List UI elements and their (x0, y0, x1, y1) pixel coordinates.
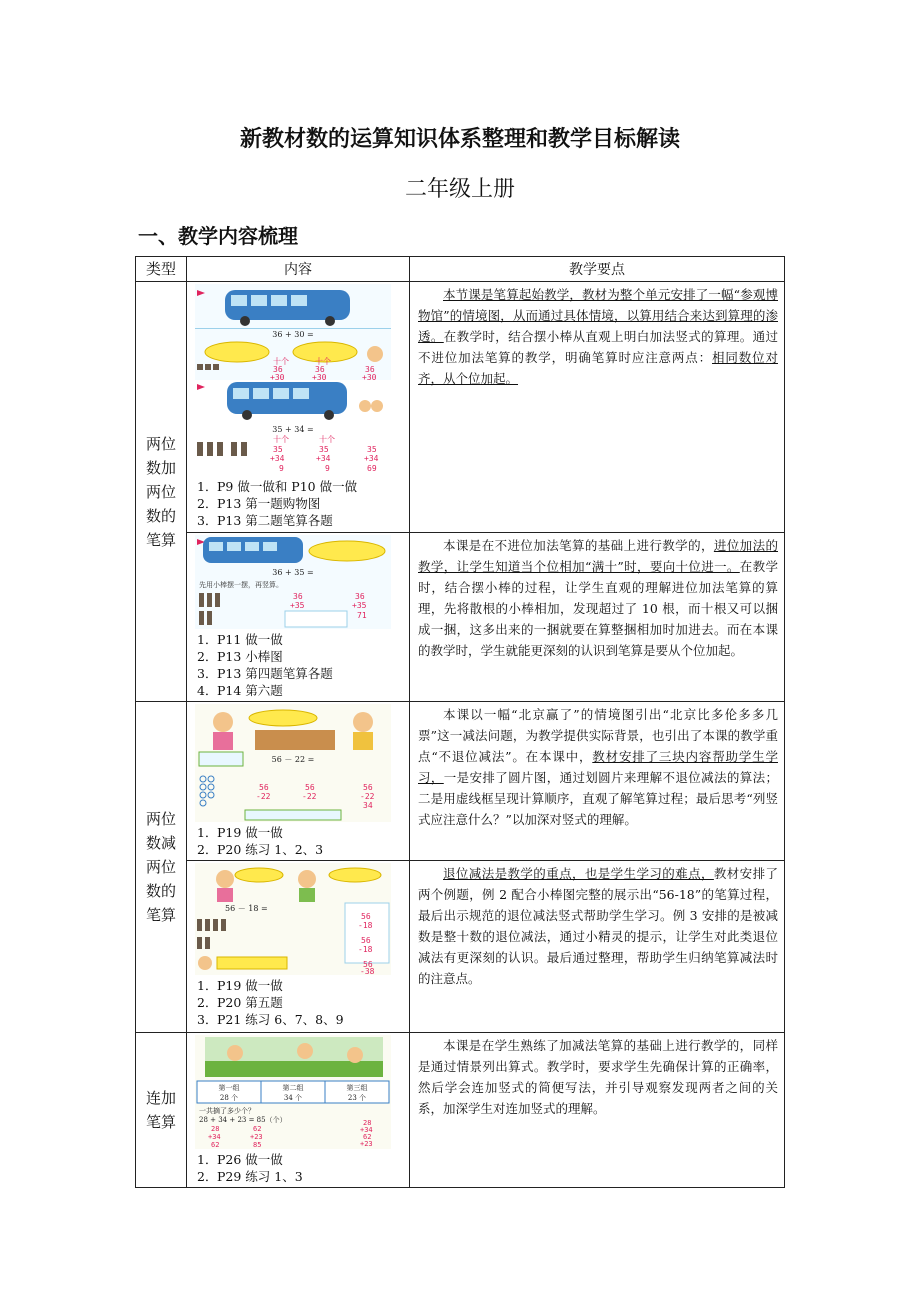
list-item: 2．P20 练习 1、2、3 (197, 842, 324, 857)
content-cell (187, 861, 410, 1033)
svg-text:-22: -22 (360, 792, 375, 801)
svg-text:+34: +34 (208, 1133, 221, 1141)
textbook-illustration-bus-addition (195, 284, 391, 476)
list-item: 3．P13 第二题笔算各题 (197, 513, 333, 528)
header-type: 类型 (136, 257, 187, 282)
svg-text:9: 9 (325, 464, 330, 473)
svg-text:36: 36 (273, 365, 283, 374)
svg-text:56: 56 (361, 912, 371, 921)
table-row (136, 282, 785, 533)
points-text: 本课以一幅“北京赢了”的情境图引出“北京比多伦多多几票”这一减法问题，为教学提供实际背景，也引出了本课的教学重点“不退位减法”。在本课中， (418, 707, 778, 764)
item-list (197, 1151, 409, 1185)
list-item: 2．P29 练习 1、3 (197, 1169, 303, 1184)
teaching-points-cell (410, 282, 785, 533)
svg-text:-22: -22 (256, 792, 271, 801)
category-label: 两位数减两位数的笔算 (145, 810, 176, 924)
list-item: 3．P13 第四题笔算各题 (197, 666, 333, 681)
svg-text:85: 85 (253, 1141, 262, 1149)
svg-text:69: 69 (367, 464, 377, 473)
svg-text:56: 56 (361, 936, 371, 945)
svg-text:62: 62 (363, 1133, 372, 1141)
textbook-illustration-subtraction-vote (195, 704, 391, 822)
content-table (135, 256, 785, 1188)
group-value: 28 个 (219, 1094, 239, 1102)
list-item: 1．P19 做一做 (197, 825, 283, 840)
item-list (197, 824, 409, 858)
category-cell (136, 702, 187, 1033)
points-text: 一是安排了圆片图，通过划圆片来理解不退位减法的算法；二是用虚线框呈现计算顺序，直观了解笔算过程；最后思考“列竖式应注意什么？”以加深对竖式的理解。 (418, 770, 778, 827)
svg-text:+34: +34 (364, 454, 379, 463)
svg-text:56: 56 (363, 783, 373, 792)
page-subtitle: 二年级上册 (404, 177, 515, 202)
category-cell (136, 1033, 187, 1188)
item-list (197, 478, 409, 529)
svg-text:-22: -22 (302, 792, 317, 801)
teaching-points-cell (410, 1033, 785, 1188)
section-heading: 一、教学内容梳理 (138, 224, 298, 248)
table-row (136, 702, 785, 861)
list-item: 1．P26 做一做 (197, 1152, 283, 1167)
svg-text:-18: -18 (358, 945, 373, 954)
svg-text:+34: +34 (360, 1126, 373, 1134)
svg-text:62: 62 (253, 1125, 262, 1133)
points-text: 本课是在学生熟练了加减法笔算的基础上进行教学的，同样是通过情景列出算式。教学时，要求学生先确保计算的正确率，然后学会连加竖式的简便写法，并引导观察发现两者之间的关系，加深学生对连加竖式的理解。 (418, 1038, 778, 1116)
svg-text:71: 71 (357, 611, 367, 620)
svg-text:36: 36 (355, 592, 365, 601)
category-label: 两位数加两位数的笔算 (145, 434, 176, 549)
table-row (136, 861, 785, 1033)
textbook-illustration-carry-addition (195, 535, 391, 629)
teaching-points-cell (410, 533, 785, 702)
content-cell (187, 282, 410, 533)
calc-label: 56 － 22 = (271, 755, 315, 764)
list-item: 1．P11 做一做 (197, 632, 283, 647)
svg-text:36: 36 (293, 592, 303, 601)
points-text: 教材安排了两个例题，例 2 配合小棒图完整的展示出“56-18”的笔算过程，最后出示规范的退位减法竖式帮助学生学习。例 3 安排的是被减数是整十数的退位减法，通过小精灵的提示，让学生对此类退位减法有更深刻的认识。最后通过整理，帮助学生归纳笔算减法时的注意点。 (418, 866, 778, 986)
calc-label: 36 + 35 = (272, 568, 314, 577)
svg-text:35: 35 (367, 445, 377, 454)
item-list (197, 631, 409, 699)
points-text: 本节课是笔算起始教学，教材为整个单元安排了一幅“参观博物馆”的情境图，从而通过具体情境，以算用结合来达到算理的渗透。 (418, 287, 778, 344)
svg-text:36: 36 (315, 365, 325, 374)
svg-text:十个: 十个 (315, 357, 331, 366)
group-value: 23 个 (347, 1094, 367, 1102)
svg-text:56: 56 (259, 783, 269, 792)
group-value: 34 个 (283, 1094, 303, 1102)
list-item: 2．P13 小棒图 (197, 649, 283, 664)
svg-text:十个: 十个 (319, 435, 335, 444)
table-row (136, 533, 785, 702)
header-points: 教学要点 (410, 257, 785, 282)
svg-text:+30: +30 (270, 373, 285, 382)
svg-text:+30: +30 (362, 373, 377, 382)
teaching-points-cell (410, 702, 785, 861)
list-item: 1．P19 做一做 (197, 978, 283, 993)
list-item: 3．P21 练习 6、7、8、9 (197, 1012, 344, 1027)
list-item: 2．P20 第五题 (197, 995, 283, 1010)
svg-text:+30: +30 (312, 373, 327, 382)
textbook-illustration-consecutive-addition (195, 1035, 391, 1149)
list-item: 2．P13 第一题购物图 (197, 496, 321, 511)
calc-label: 36 + 30 = (272, 330, 314, 339)
svg-text:+34: +34 (270, 454, 285, 463)
svg-text:-38: -38 (360, 967, 375, 975)
svg-text:28: 28 (211, 1125, 220, 1133)
svg-text:+23: +23 (250, 1133, 263, 1141)
points-text: 教材安排了三块内容帮助学生学习， (418, 749, 778, 785)
item-list (197, 977, 409, 1028)
svg-text:+23: +23 (360, 1140, 373, 1148)
content-cell (187, 702, 410, 861)
points-text: 在教学时，结合摆小棒从直观上明白加法竖式的算理。通过不进位加法笔算的教学，明确笔算时应注意两点： (418, 329, 778, 365)
svg-text:35: 35 (273, 445, 283, 454)
question-label: 一共摘了多少个？ (199, 1107, 255, 1115)
header-content: 内容 (187, 257, 410, 282)
svg-text:+35: +35 (352, 601, 367, 610)
svg-text:56: 56 (363, 960, 373, 969)
svg-text:+34: +34 (316, 454, 331, 463)
page-title: 新教材数的运算知识体系整理和教学目标解读 (239, 127, 680, 152)
svg-text:+35: +35 (290, 601, 305, 610)
svg-text:十个: 十个 (273, 435, 289, 444)
points-text: 相同数位对齐，从个位加起。 (418, 350, 778, 386)
teaching-points-cell (410, 861, 785, 1033)
list-item: 1．P9 做一做和 P10 做一做 (197, 479, 358, 494)
points-text: 进位加法的教学，让学生知道当个位相加“满十”时，要向十位进一。 (418, 538, 778, 574)
points-text: 本课是在不进位加法笔算的基础上进行教学的， (443, 538, 714, 553)
svg-text:34: 34 (363, 801, 373, 810)
points-text: 退位减法是教学的重点，也是学生学习的难点， (443, 866, 714, 881)
hint-label: 先用小棒摆一摆，再竖算。 (199, 581, 283, 589)
table-row (136, 1033, 785, 1188)
calc-label: 35 + 34 = (272, 425, 314, 434)
category-label: 连加笔算 (145, 1089, 176, 1131)
textbook-illustration-borrow-subtraction (195, 863, 391, 975)
list-item: 4．P14 第六题 (197, 683, 283, 698)
calc-label: 56 － 18 = (225, 904, 268, 913)
table-header-row (136, 257, 785, 282)
group-label: 第一组 (218, 1084, 240, 1092)
svg-text:36: 36 (365, 365, 375, 374)
category-cell (136, 282, 187, 702)
content-cell (187, 1033, 410, 1188)
group-label: 第二组 (282, 1084, 304, 1092)
svg-text:62: 62 (211, 1141, 220, 1149)
svg-text:28: 28 (363, 1119, 372, 1127)
svg-text:56: 56 (305, 783, 315, 792)
svg-text:-18: -18 (358, 921, 373, 930)
points-text: 在教学时，结合摆小棒的过程，让学生直观的理解进位加法笔算的算理，先将散根的小棒相加，发现超过了 10 根，而十根又可以捆成一捆，这多出来的一捆就要在算整捆相加时加进去。而在本课的教学时，学生就能更深刻的认识到笔算是要从个位加起。 (418, 559, 778, 658)
content-cell (187, 533, 410, 702)
group-label: 第三组 (346, 1084, 368, 1092)
calc-label: 28 + 34 + 23 = 85（个） (199, 1116, 287, 1124)
svg-text:十个: 十个 (273, 357, 289, 366)
svg-text:9: 9 (279, 464, 284, 473)
svg-text:35: 35 (319, 445, 329, 454)
